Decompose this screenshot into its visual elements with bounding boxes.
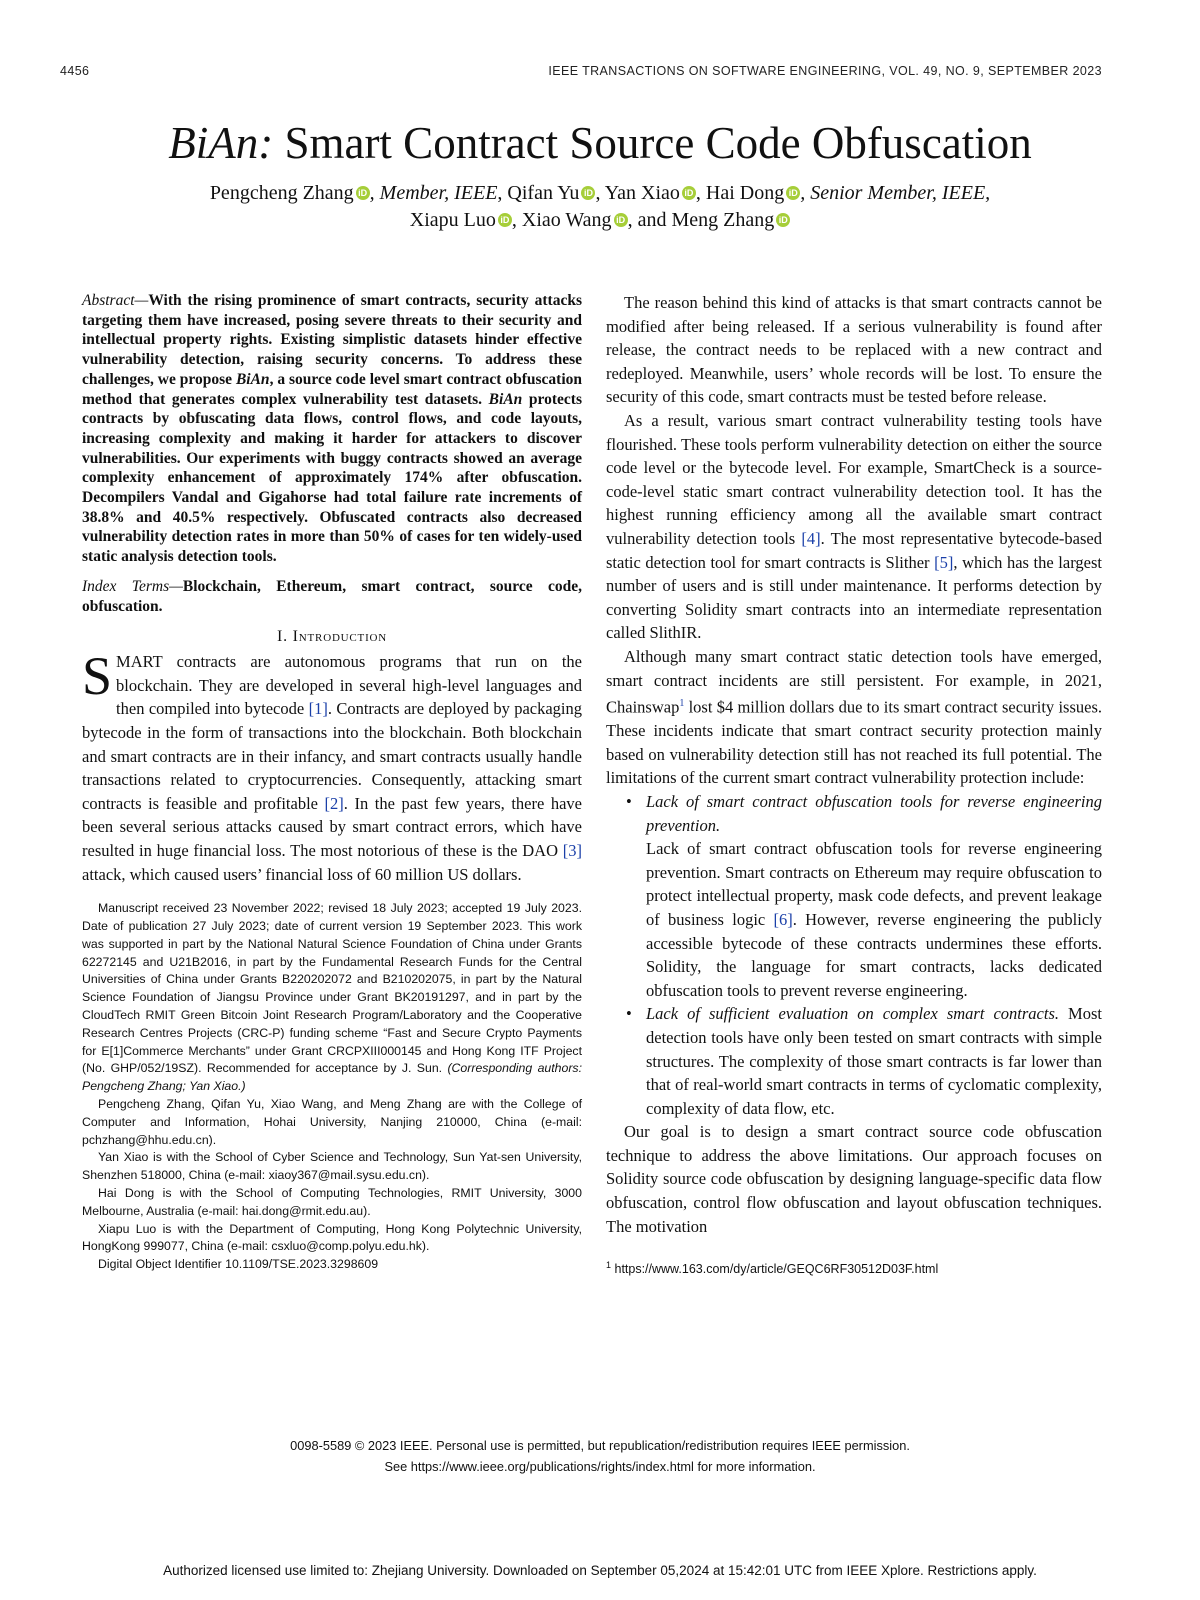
list-item: [626, 790, 1102, 1002]
author-role: , Senior Member, IEEE,: [800, 182, 991, 204]
body-text: As a result, various smart contract vulnerability testing tools have flourished. These tools perform vulnerability detection on either the source code level or the bytecode level. For example, SmartCheck is a source-code-level static smart contract vulnerability detection tool. It has the highest running efficiency among all the available smart contract vulnerability detection tools: [606, 410, 1102, 548]
orcid-icon[interactable]: iD: [614, 213, 628, 227]
index-terms-label: Index Terms—: [82, 577, 183, 595]
body-paragraph: [606, 645, 1102, 790]
citation-link[interactable]: [5]: [934, 552, 954, 572]
citation-link[interactable]: [1]: [308, 699, 328, 719]
author-name: , Xiao Wang: [511, 209, 612, 231]
bullet-icon: •: [626, 791, 632, 811]
footnote-affiliation: Pengcheng Zhang, Qifan Yu, Xiao Wang, and Meng Zhang are with the College of Computer and Information, Hohai University, Nanjing 210000, China (e-mail: pchzhang@hhu.edu.cn).: [82, 1096, 582, 1147]
author-name: Xiapu Luo: [409, 209, 496, 231]
title-italic: BiAn:: [168, 118, 274, 168]
list-item: [626, 1002, 1102, 1120]
abstract: [82, 291, 582, 567]
citation-link[interactable]: [2]: [324, 793, 344, 813]
citation-link[interactable]: [4]: [801, 528, 821, 548]
bullet-title: Lack of smart contract obfuscation tools for reverse engineering prevention.: [646, 791, 1102, 835]
author-name: Pengcheng Zhang: [209, 182, 354, 204]
footnote-corresponding: (Corresponding authors: Pengcheng Zhang; Yan Xiao.): [82, 1061, 582, 1094]
body-paragraph: The reason behind this kind of attacks is that smart contracts cannot be modified after being released. If a serious vulnerability is found after release, the contract needs to be replaced with a new contract and redeployed. Meanwhile, users’ whole records will be lost. To ensure the security of this code, smart contracts must be tested before release.: [606, 293, 1102, 407]
bullet-icon: •: [626, 1004, 632, 1024]
body-text: attack, which caused users’ financial loss of 60 million US dollars.: [82, 864, 522, 884]
footnote-link[interactable]: https://www.163.com/dy/article/GEQC6RF30512D03F.html: [611, 1262, 939, 1277]
footnote-manuscript: [82, 900, 582, 1096]
copyright-line: 0098-5589 © 2023 IEEE. Personal use is permitted, but republication/redistribution requires IEEE permission.: [290, 1438, 910, 1453]
body-paragraph: [606, 409, 1102, 645]
page-number: 4456: [60, 64, 90, 78]
footnote-number: 1: [606, 1260, 612, 1271]
abstract-method-name: BiAn: [488, 390, 523, 408]
paper-title: [0, 116, 1200, 170]
footnote-affiliation: Xiapu Luo is with the Department of Computing, Hong Kong Polytechnic University, HongKong 999077, China (e-mail: csxluo@comp.polyu.edu.hk).: [82, 1221, 582, 1254]
citation-link[interactable]: [6]: [773, 909, 793, 929]
orcid-icon[interactable]: iD: [581, 186, 595, 200]
body-text: . In the past few years, there have been several serious attacks caused by smart contract errors, which have resulted in huge financial loss. The most notorious of these is the DAO: [82, 793, 582, 860]
author-name: , Yan Xiao: [595, 182, 680, 204]
orcid-icon[interactable]: iD: [356, 186, 370, 200]
orcid-icon[interactable]: iD: [786, 186, 800, 200]
abstract-label: Abstract—: [82, 292, 149, 309]
author-name: , and Meng Zhang: [627, 209, 775, 231]
right-column: [606, 291, 1102, 1276]
copyright-notice: [0, 1435, 1200, 1477]
body-text: MART contracts are autonomous programs that run on the blockchain. They are developed in several high-level languages and then compiled into bytecode: [116, 652, 582, 719]
abstract-text: With the rising prominence of smart contracts, security attacks targeting them have increased, posing severe threats to their security and intellectual property rights. Existing simplistic datasets hinder effective vulnerability detection, raising security concerns. To address these challenges, we propose: [82, 292, 582, 388]
dropcap: S: [82, 646, 113, 707]
left-column: [82, 291, 582, 1274]
citation-link[interactable]: [3]: [562, 841, 582, 860]
abstract-text: protects contracts by obfuscating data flows, control flows, and code layouts, increasing complexity and making it harder for attackers to discover vulnerabilities. Our experiments with buggy contracts showed an average complexity enhancement of approximately 174% after obfuscation. Decompilers Vandal and Gigahorse had total failure rate increments of 38.8% and 40.5% respectively. Obfuscated contracts also decreased vulnerability detection rates in more than 50% of cases for ten widely-used static analysis detection tools.: [82, 390, 582, 566]
footnote-marker[interactable]: 1: [679, 698, 685, 710]
index-terms-text: Blockchain, Ethereum, smart contract, source code, obfuscation.: [82, 577, 582, 615]
bullet-text: Lack of smart contract obfuscation tools for reverse engineering prevention. Smart contracts on Ethereum may require obfuscation to protect intellectual property, mask code defects, and prevent leakage of business logic: [646, 839, 1102, 929]
body-text: , which has the largest number of users and is still under maintenance. It performs detection by converting Solidity smart contracts into an intermediate representation called SlithIR.: [606, 552, 1102, 643]
index-terms: [82, 577, 582, 616]
copyright-line: See https://www.ieee.org/publications/rights/index.html for more information.: [384, 1459, 816, 1474]
body-paragraph: Our goal is to design a smart contract source code obfuscation technique to address the above limitations. Our approach focuses on Solidity source code obfuscation by designing language-specific data flow obfuscation, control flow obfuscation and layout obfuscation techniques. The motivation: [606, 1122, 1102, 1236]
author-role: , Member, IEEE: [369, 182, 498, 204]
orcid-icon[interactable]: iD: [498, 213, 512, 227]
body-text: Although many smart contract static detection tools have emerged, smart contract incidents are still persistent. For example, in 2021, Chainswap: [606, 646, 1102, 717]
body-text: . The most representative bytecode-based static detection tool for smart contracts is Slither: [606, 528, 1102, 572]
footnotes: [82, 900, 582, 1274]
license-notice: Authorized licensed use limited to: Zhejiang University. Downloaded on September 05,2024 at 15:42:01 UTC from IEEE Xplore. Restrictions apply.: [163, 1563, 1037, 1578]
bullet-title: Lack of sufficient evaluation on complex smart contracts.: [646, 1004, 1059, 1024]
footnote-affiliation: Hai Dong is with the School of Computing Technologies, RMIT University, 3000 Melbourne, Australia (e-mail: hai.dong@rmit.edu.au).: [82, 1185, 582, 1218]
bullet-text: Most detection tools have only been tested on smart contracts with simple structures. The complexity of those smart contracts is far lower than that of real-world smart contracts in terms of cyclomatic complexity, complexity of data flow, etc.: [646, 1004, 1102, 1118]
author-list: [80, 180, 1120, 234]
footnote-affiliation: Yan Xiao is with the School of Cyber Science and Technology, Sun Yat-sen University, Shenzhen 518000, China (e-mail: xiaoy367@mail.sysu.edu.cn).: [82, 1150, 582, 1183]
author-name: , Qifan Yu: [497, 182, 580, 204]
footnote-text: Manuscript received 23 November 2022; revised 18 July 2023; accepted 19 July 2023. Date of publication 27 July 2023; date of current version 19 September 2023. This work was supported in part by the National Natural Science Foundation of China under Grants 62272145 and U21B2016, in part by the Fundamental Research Funds for the Central Universities of China under Grants B220202072 and B210202075, in part by the Natural Science Foundation of Jiangsu Province under Grant BK20191297, and in part by the CloudTech RMIT Green Bitcoin Joint Research Program/Laboratory and the Cooperative Research Centres Projects (CRC-P) funding scheme “Fast and Secure Crypto Payments for E[1]Commerce Merchants” under Grant CRCPXIII000145 and Hong Kong ITF Project (No. GHP/052/19SZ). Recommended for acceptance by J. Sun.: [82, 901, 582, 1076]
limitations-list: [606, 790, 1102, 1120]
footnote-doi: Digital Object Identifier 10.1109/TSE.2023.3298609: [98, 1257, 379, 1272]
abstract-text: , a source code level smart contract obfuscation method that generates complex vulnerability test datasets.: [82, 370, 583, 408]
footnote-url: [606, 1260, 1102, 1276]
bullet-text: . However, reverse engineering the publicly accessible bytecode of these contracts undermines these efforts. Solidity, the language for smart contracts, lacks dedicated obfuscation tools to prevent reverse engineering.: [646, 909, 1102, 1000]
orcid-icon[interactable]: iD: [682, 186, 696, 200]
body-text: lost $4 million dollars due to its smart contract security issues. These incidents indicate that smart contract security protection mainly based on vulnerability detection still has not reached its full potential. The limitations of the current smart contract vulnerability protection include:: [606, 697, 1102, 788]
section-heading: I. Introduction: [276, 628, 388, 646]
author-name: , Hai Dong: [695, 182, 785, 204]
orcid-icon[interactable]: iD: [776, 213, 790, 227]
body-text: . Contracts are deployed by packaging bytecode in the form of transactions into the blockchain. Both blockchain and smart contracts are in their infancy, and smart contracts usually handle transactions related to cryptocurrencies. Consequently, attacking smart contracts is feasible and profitable: [82, 699, 582, 813]
journal-header: IEEE TRANSACTIONS ON SOFTWARE ENGINEERING, VOL. 49, NO. 9, SEPTEMBER 2023: [548, 64, 1102, 78]
intro-paragraph: [82, 646, 582, 886]
abstract-method-name: BiAn: [235, 370, 270, 388]
title-rest: Smart Contract Source Code Obfuscation: [273, 118, 1032, 168]
